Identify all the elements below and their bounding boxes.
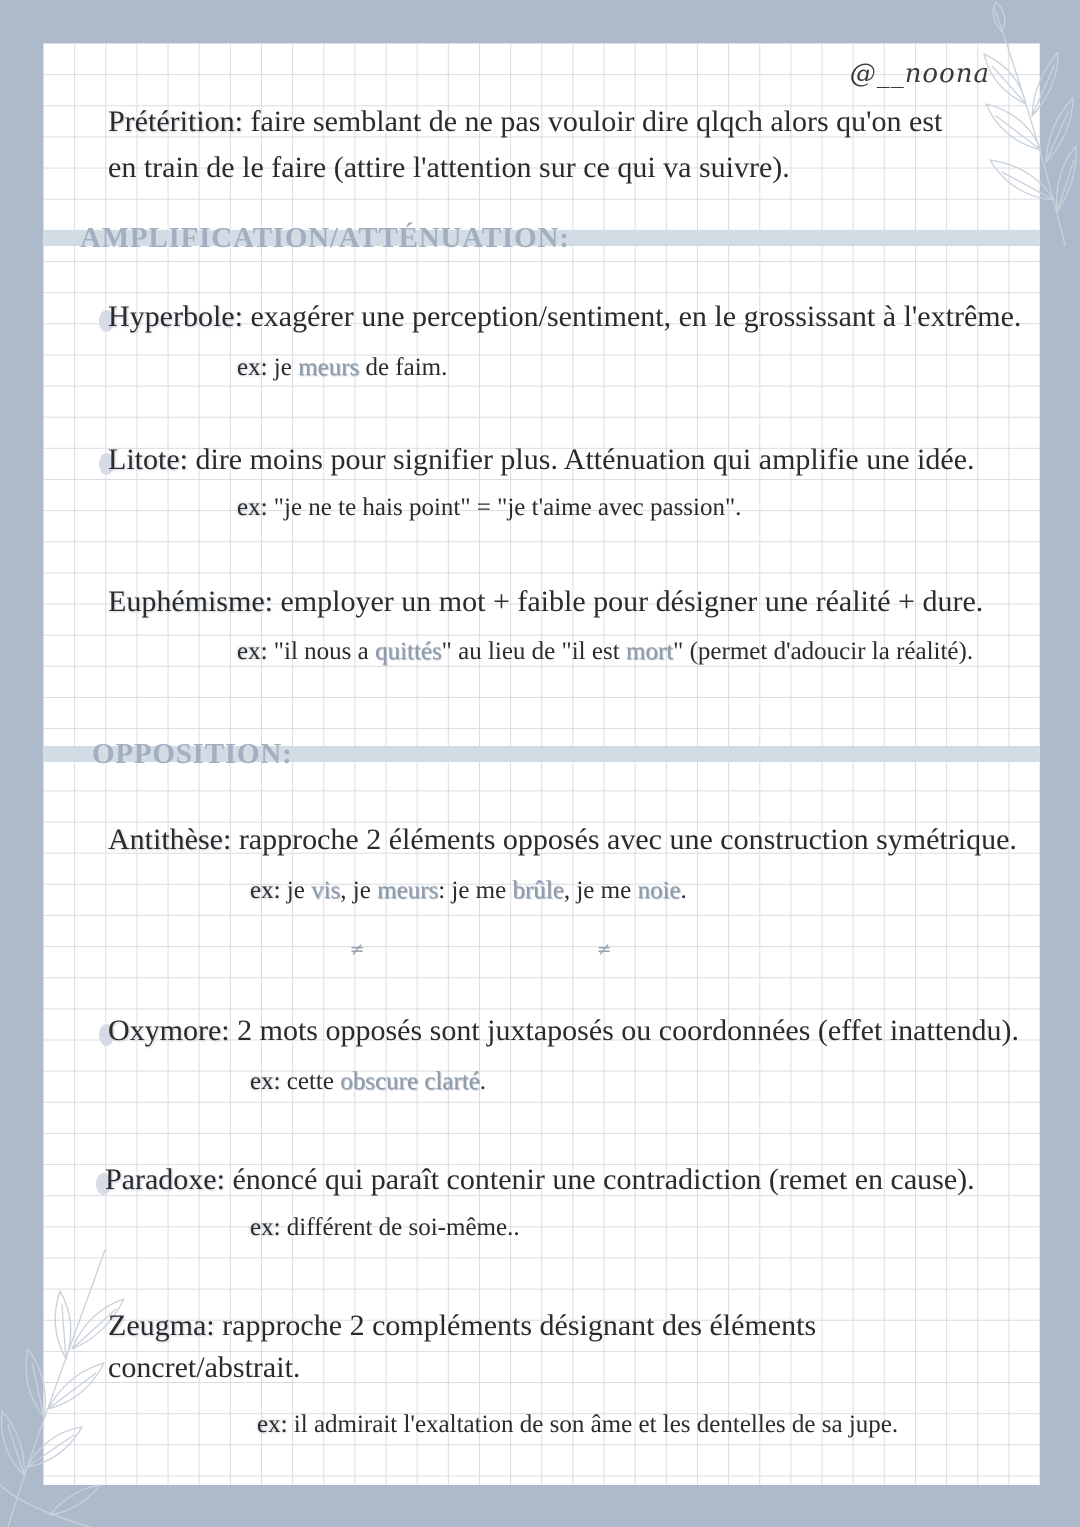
highlighted-word: noie xyxy=(637,877,681,904)
example-text: de faim. xyxy=(359,354,448,381)
highlighted-word: vis xyxy=(311,877,341,904)
example-text: "je ne te hais point" = "je t'aime avec passion". xyxy=(267,494,742,521)
term-definition-line xyxy=(108,1011,1019,1051)
term-definition-line xyxy=(108,582,983,622)
example-line xyxy=(237,491,741,525)
highlighted-word: meurs xyxy=(377,877,439,904)
term: Zeugma: xyxy=(108,1309,215,1342)
example-text: je xyxy=(267,354,299,381)
example-text: " (permet d'adoucir la réalité). xyxy=(673,638,974,665)
leaf-branch-icon xyxy=(940,0,1080,250)
example-line xyxy=(237,351,447,385)
term-definition-line xyxy=(108,297,1021,337)
term-definition-line xyxy=(108,1306,816,1346)
definition-text: 2 mots opposés sont juxtaposés ou coordonnées (effet inattendu). xyxy=(237,1014,1019,1047)
example-label: ex: xyxy=(257,1411,288,1438)
term-definition-line xyxy=(108,102,942,142)
example-label: ex: xyxy=(237,354,268,381)
term: Euphémisme: xyxy=(108,585,273,618)
term: Oxymore: xyxy=(108,1014,230,1047)
example-text: "il nous a xyxy=(267,638,375,665)
highlighted-word: obscure clarté xyxy=(340,1068,480,1095)
term-definition-line xyxy=(105,1160,975,1200)
example-segments xyxy=(281,1068,486,1095)
definition-text: énoncé qui paraît contenir une contradiction (remet en cause). xyxy=(232,1163,975,1196)
contrast-mark: ≠ xyxy=(596,939,612,960)
example-segments xyxy=(288,1411,899,1438)
example-text: : je me xyxy=(438,877,513,904)
example-text: cette xyxy=(280,1068,341,1095)
example-line xyxy=(250,874,687,908)
example-text: , je xyxy=(340,877,378,904)
example-segments xyxy=(268,354,448,381)
contrast-mark: ≠ xyxy=(349,939,365,960)
definition-text: en train de le faire (attire l'attention sur ce qui va suivre). xyxy=(108,151,790,184)
example-label: ex: xyxy=(237,494,268,521)
example-segments xyxy=(281,1214,520,1241)
example-label: ex: xyxy=(250,1068,281,1095)
example-segments xyxy=(268,494,742,521)
highlighted-word: meurs xyxy=(298,354,360,381)
term: Paradoxe: xyxy=(105,1163,225,1196)
example-label: ex: xyxy=(250,877,281,904)
example-text: . xyxy=(479,1068,486,1095)
definition-text: rapproche 2 compléments désignant des éléments xyxy=(222,1309,817,1342)
definition-text: dire moins pour signifier plus. Atténuation qui amplifie une idée. xyxy=(195,443,975,476)
term: Antithèse: xyxy=(108,823,232,856)
example-text: il admirait l'exaltation de son âme et les dentelles de sa jupe. xyxy=(287,1411,899,1438)
example-text: différent de soi-même.. xyxy=(280,1214,520,1241)
example-line xyxy=(250,1211,520,1245)
example-segments xyxy=(268,638,974,665)
highlighted-word: quittés xyxy=(374,638,442,665)
example-text: je xyxy=(280,877,312,904)
example-label: ex: xyxy=(250,1214,281,1241)
term-definition-line xyxy=(108,440,975,480)
section-heading: AMPLIFICATION/ATTÉNUATION: xyxy=(80,222,570,254)
definition-continuation-line xyxy=(108,1348,300,1388)
example-line xyxy=(237,635,973,669)
example-text: , je me xyxy=(563,877,638,904)
section-heading: OPPOSITION: xyxy=(92,738,293,770)
highlighted-word: mort xyxy=(625,638,674,665)
definition-text: concret/abstrait. xyxy=(108,1351,301,1384)
example-text: . xyxy=(680,877,687,904)
example-segments xyxy=(281,877,687,904)
signature: @__noona xyxy=(849,59,990,89)
definition-text: exagérer une perception/sentiment, en le grossissant à l'extrême. xyxy=(250,300,1022,333)
example-line xyxy=(250,1065,486,1099)
term: Prétérition: xyxy=(108,105,243,138)
definition-text: rapproche 2 éléments opposés avec une construction symétrique. xyxy=(238,823,1017,856)
example-line xyxy=(257,1408,898,1442)
definition-text: employer un mot + faible pour désigner une réalité + dure. xyxy=(280,585,984,618)
example-label: ex: xyxy=(237,638,268,665)
term-definition-line xyxy=(108,820,1017,860)
definition-continuation-line xyxy=(108,148,790,188)
definition-text: faire semblant de ne pas vouloir dire qlqch alors qu'on est xyxy=(250,105,943,138)
example-text: " au lieu de "il est xyxy=(441,638,626,665)
term: Hyperbole: xyxy=(108,300,243,333)
highlighted-word: brûle xyxy=(512,877,564,904)
term: Litote: xyxy=(108,443,188,476)
